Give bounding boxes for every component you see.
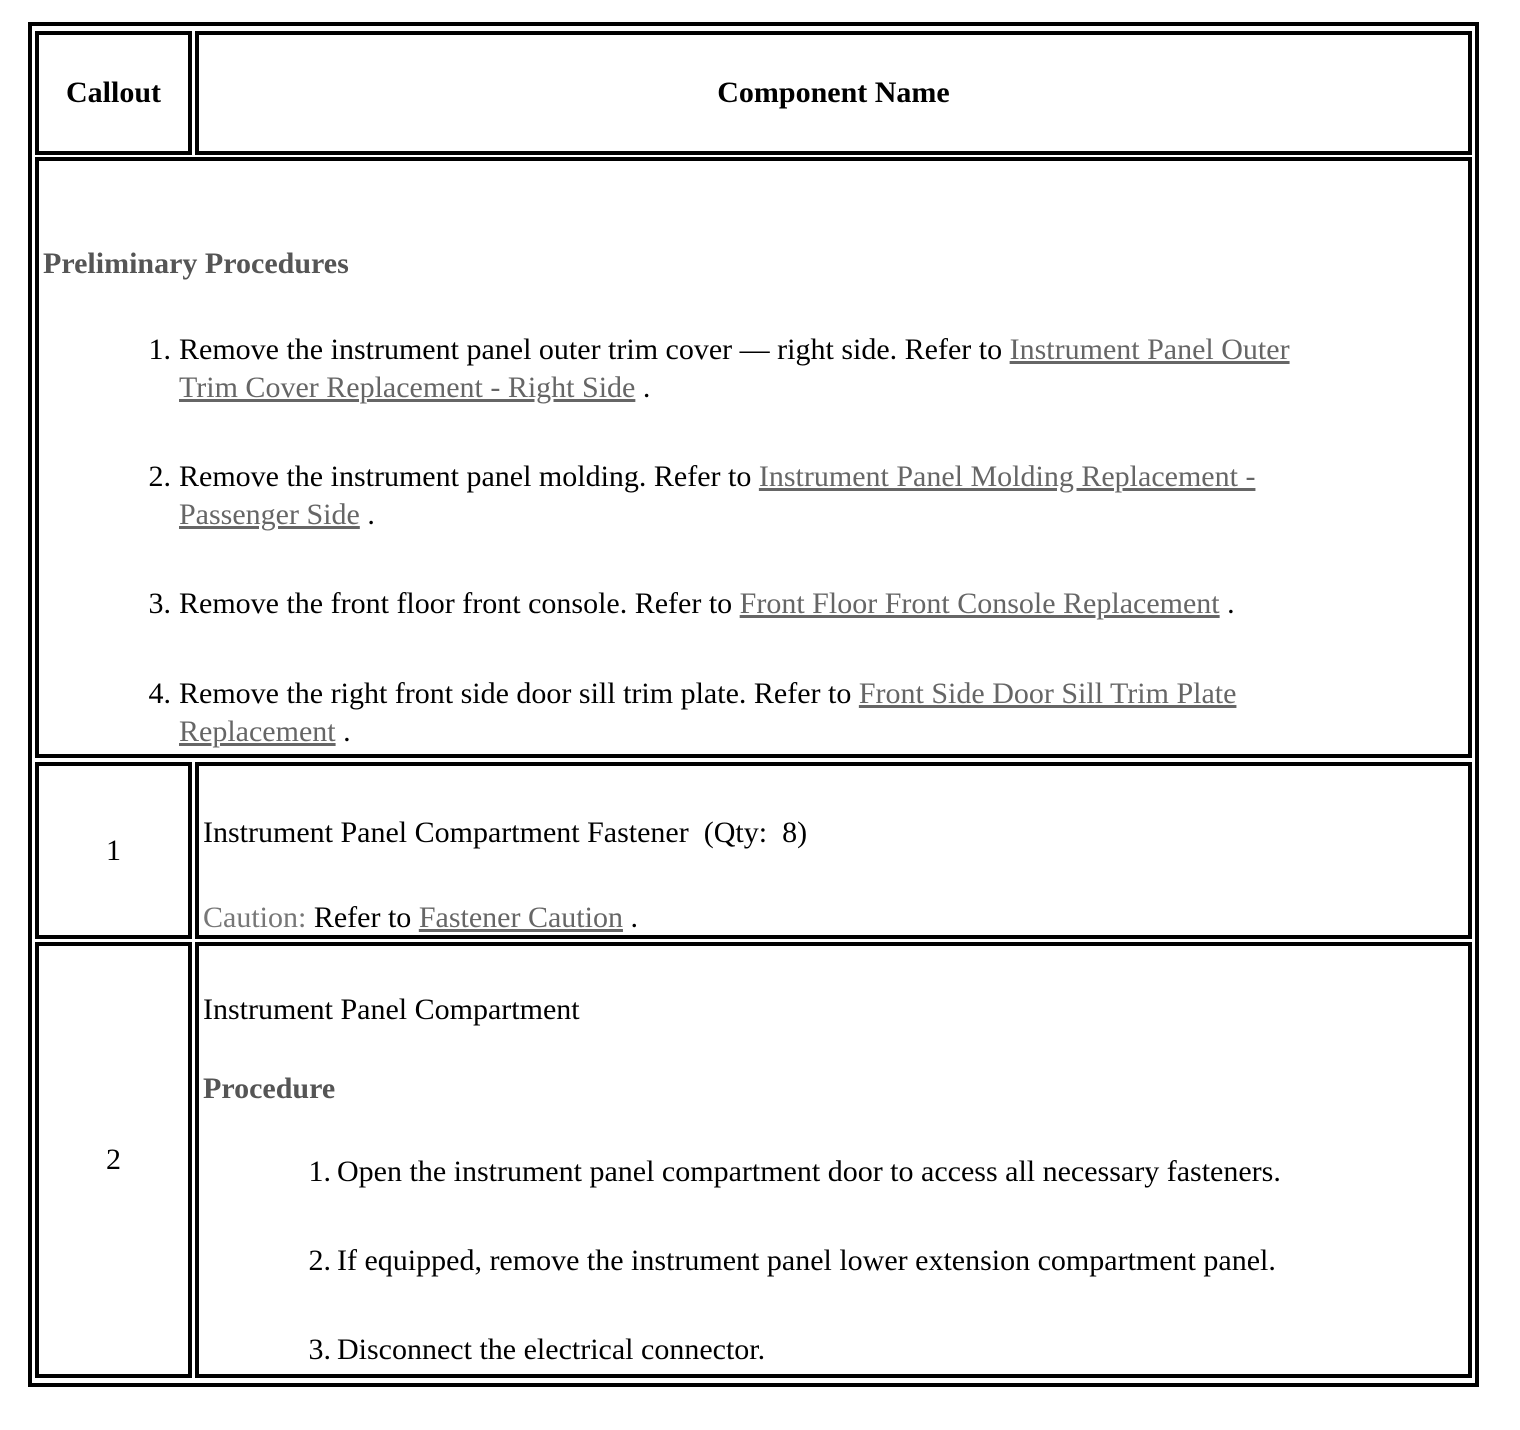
link-fastener-caution[interactable]: Fastener Caution [418, 901, 623, 934]
header-callout-label: Callout [65, 76, 161, 109]
callout-2-component-cell [195, 942, 1472, 1378]
preliminary-procedures-title: Preliminary Procedures [43, 247, 349, 280]
caution-label: Caution: [203, 901, 307, 934]
step-text-end: . [635, 371, 651, 404]
step-text: Remove the instrument panel molding. Refer to [179, 460, 759, 493]
link-outer-trim-cover-replacement[interactable]: Instrument Panel Outer [1009, 333, 1290, 366]
step-text-end: . [335, 715, 351, 748]
link-molding-replacement[interactable]: Instrument Panel Molding Replacement - [758, 460, 1256, 493]
caution-text: Refer to [306, 901, 419, 934]
step-text: Remove the instrument panel outer trim cover — right side. Refer to [179, 333, 1010, 366]
step-text-end: . [1219, 587, 1235, 620]
step-number: 2. [148, 460, 171, 493]
step-number: 1. [308, 1155, 331, 1188]
header-component-label: Component Name [717, 76, 950, 109]
header-callout-cell [35, 31, 192, 155]
link-outer-trim-cover-replacement-cont[interactable]: Trim Cover Replacement - Right Side [179, 371, 636, 404]
qty-value: 8) [782, 816, 808, 849]
link-door-sill-trim-plate-replacement[interactable]: Front Side Door Sill Trim Plate [858, 677, 1237, 710]
step-text: Disconnect the electrical connector. [337, 1333, 766, 1366]
component-name-text: Instrument Panel Compartment Fastener [203, 816, 689, 849]
step-number: 1. [148, 333, 171, 366]
step-text: Remove the front floor front console. Refer to [179, 587, 740, 620]
link-door-sill-trim-plate-replacement-cont[interactable]: Replacement [179, 715, 336, 748]
step-text-end: . [359, 498, 375, 531]
step-number: 4. [148, 677, 171, 710]
callout-1-cell [35, 762, 192, 939]
link-molding-replacement-cont[interactable]: Passenger Side [179, 498, 360, 531]
step-text: Open the instrument panel compartment door to access all necessary fasteners. [337, 1155, 1281, 1188]
caution-text-end: . [622, 901, 638, 934]
step-number: 3. [308, 1333, 331, 1366]
callout-number: 1 [106, 833, 121, 867]
header-component-cell [195, 31, 1472, 155]
step-number: 3. [148, 587, 171, 620]
callout-1-component-cell [195, 762, 1472, 939]
preliminary-procedures-cell [35, 157, 1472, 758]
component-name [203, 814, 807, 852]
step-text: If equipped, remove the instrument panel lower extension compartment panel. [337, 1244, 1276, 1277]
step-number: 2. [308, 1244, 331, 1277]
component-name: Instrument Panel Compartment [203, 993, 580, 1026]
caution-line [203, 899, 638, 937]
callout-number: 2 [106, 1143, 121, 1176]
step-text: Remove the right front side door sill trim plate. Refer to [179, 677, 859, 710]
qty-label: (Qty: [703, 816, 768, 849]
procedure-title: Procedure [203, 1072, 336, 1105]
callout-2-cell [35, 942, 192, 1378]
link-front-console-replacement[interactable]: Front Floor Front Console Replacement [739, 587, 1220, 620]
